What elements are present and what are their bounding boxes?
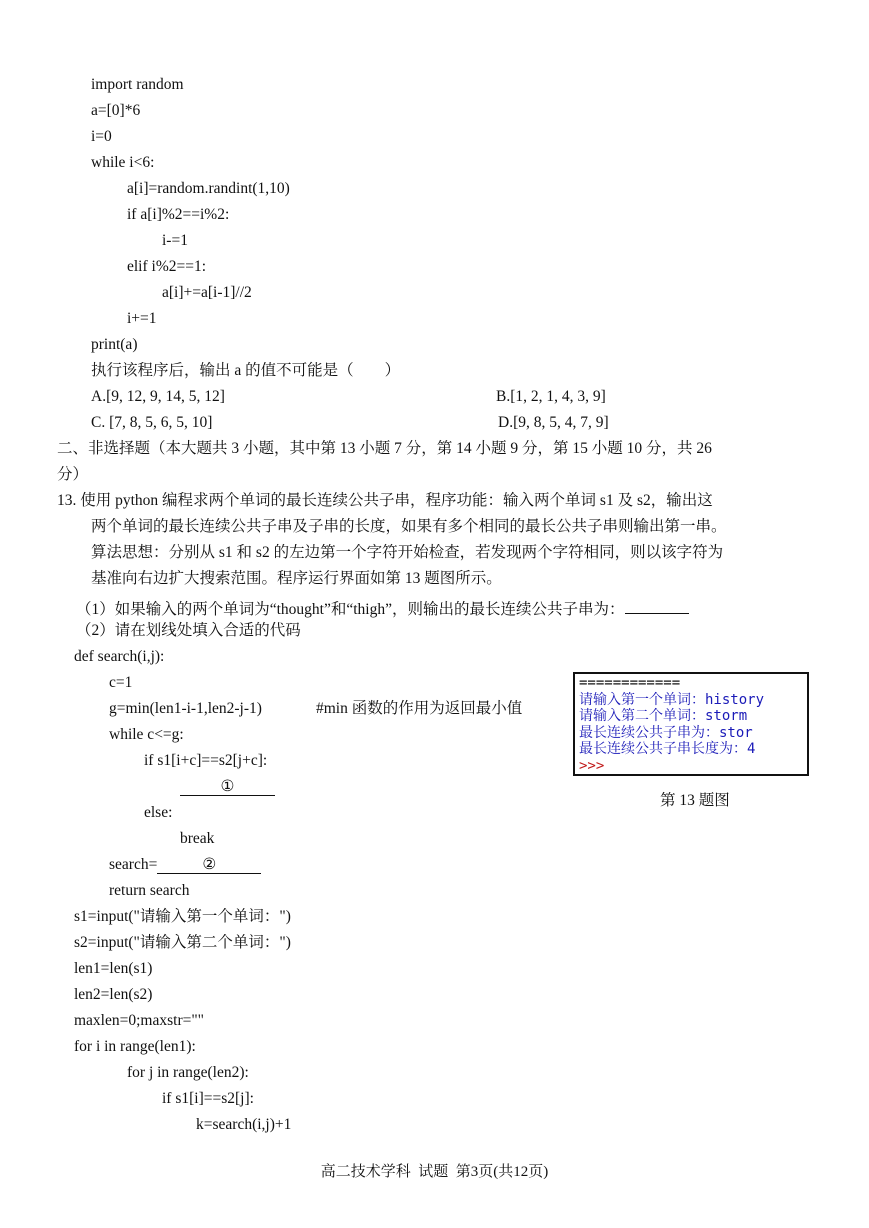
page-footer: 高二技术学科 试题 第3页(共12页) [320, 1164, 549, 1180]
section-heading-cont: 分） [57, 466, 89, 483]
code-line: for j in range(len2): [127, 1064, 249, 1081]
option-c: C. [7, 8, 5, 6, 5, 10] [91, 414, 213, 431]
code-line: k=search(i,j)+1 [196, 1116, 292, 1133]
code-line: return search [109, 882, 190, 899]
section-heading: 二、非选择题（本大题共 3 小题，其中第 13 小题 7 分，第 14 小题 9 分，第 15 小题 10 分，共 26 [57, 440, 712, 457]
console-line: 请输入第二个单词：storm [579, 708, 748, 724]
code-line: g=min(len1-i-1,len2-j-1) [109, 700, 262, 717]
code-line: if s1[i]==s2[j]: [162, 1090, 254, 1107]
console-prompt: >>> [579, 757, 605, 774]
code-line: elif i%2==1: [127, 258, 207, 275]
console-screenshot [573, 672, 809, 776]
answer-blank-2[interactable]: ② [157, 855, 261, 874]
code-line: i+=1 [127, 310, 157, 327]
answer-blank-1[interactable]: ① [180, 777, 275, 796]
code-line: maxlen=0;maxstr="" [74, 1012, 205, 1029]
console-line: 最长连续公共子串为：stor [579, 724, 753, 741]
console-line: 最长连续公共子串长度为：4 [579, 741, 756, 757]
code-line: else: [144, 804, 173, 821]
code-line: a[i]+=a[i-1]//2 [162, 284, 252, 301]
q13-sub1 [76, 595, 689, 620]
q13-text: 13. 使用 python 编程求两个单词的最长连续公共子串，程序功能：输入两个单词 s1 及 s2，输出这 [57, 492, 713, 509]
code-line: len1=len(s1) [74, 960, 153, 977]
code-line: len2=len(s2) [74, 986, 153, 1003]
code-line: import random [91, 76, 184, 93]
code-line: a[i]=random.randint(1,10) [127, 180, 290, 197]
code-line: if a[i]%2==i%2: [127, 206, 230, 223]
figure-caption: 第 13 题图 [660, 792, 730, 809]
search-assign: search= [109, 856, 158, 873]
option-a: A.[9, 12, 9, 14, 5, 12] [91, 388, 225, 405]
question-prompt: 执行该程序后，输出 a 的值不可能是（ ） [91, 362, 401, 379]
code-line: while i<6: [91, 154, 155, 171]
q13-sub2: （2）请在划线处填入合适的代码 [76, 622, 301, 639]
answer-blank[interactable] [625, 595, 689, 614]
code-line: if s1[i+c]==s2[j+c]: [144, 752, 268, 769]
option-d: D.[9, 8, 5, 4, 7, 9] [498, 414, 609, 431]
code-line: for i in range(len1): [74, 1038, 196, 1055]
code-line: while c<=g: [109, 726, 184, 743]
code-line: c=1 [109, 674, 133, 691]
q13-text: 算法思想：分别从 s1 和 s2 的左边第一个字符开始检查，若发现两个字符相同，则以该字符为 [91, 544, 724, 561]
code-line: i=0 [91, 128, 112, 145]
console-line: 请输入第一个单词：history [579, 691, 765, 708]
q13-text: 基准向右边扩大搜索范围。程序运行界面如第 13 题图所示。 [91, 570, 502, 587]
code-line: print(a) [91, 336, 138, 353]
blank-1 [180, 777, 275, 797]
q13-sub1-text: （1）如果输入的两个单词为“thought”和“thigh”，则输出的最长连续公共子串为： [76, 601, 625, 618]
console-separator: ============ [579, 675, 681, 691]
code-line: def search(i,j): [74, 648, 165, 665]
code-line: i-=1 [162, 232, 188, 249]
code-line: s2=input("请输入第二个单词：") [74, 934, 291, 951]
q13-text: 两个单词的最长连续公共子串及子串的长度，如果有多个相同的最长公共子串则输出第一串。 [91, 518, 727, 535]
option-b: B.[1, 2, 1, 4, 3, 9] [496, 388, 606, 405]
code-line: break [180, 830, 215, 847]
code-comment: #min 函数的作用为返回最小值 [316, 700, 523, 717]
code-line [109, 855, 261, 875]
code-line: s1=input("请输入第一个单词：") [74, 908, 291, 925]
code-line: a=[0]*6 [91, 102, 141, 119]
